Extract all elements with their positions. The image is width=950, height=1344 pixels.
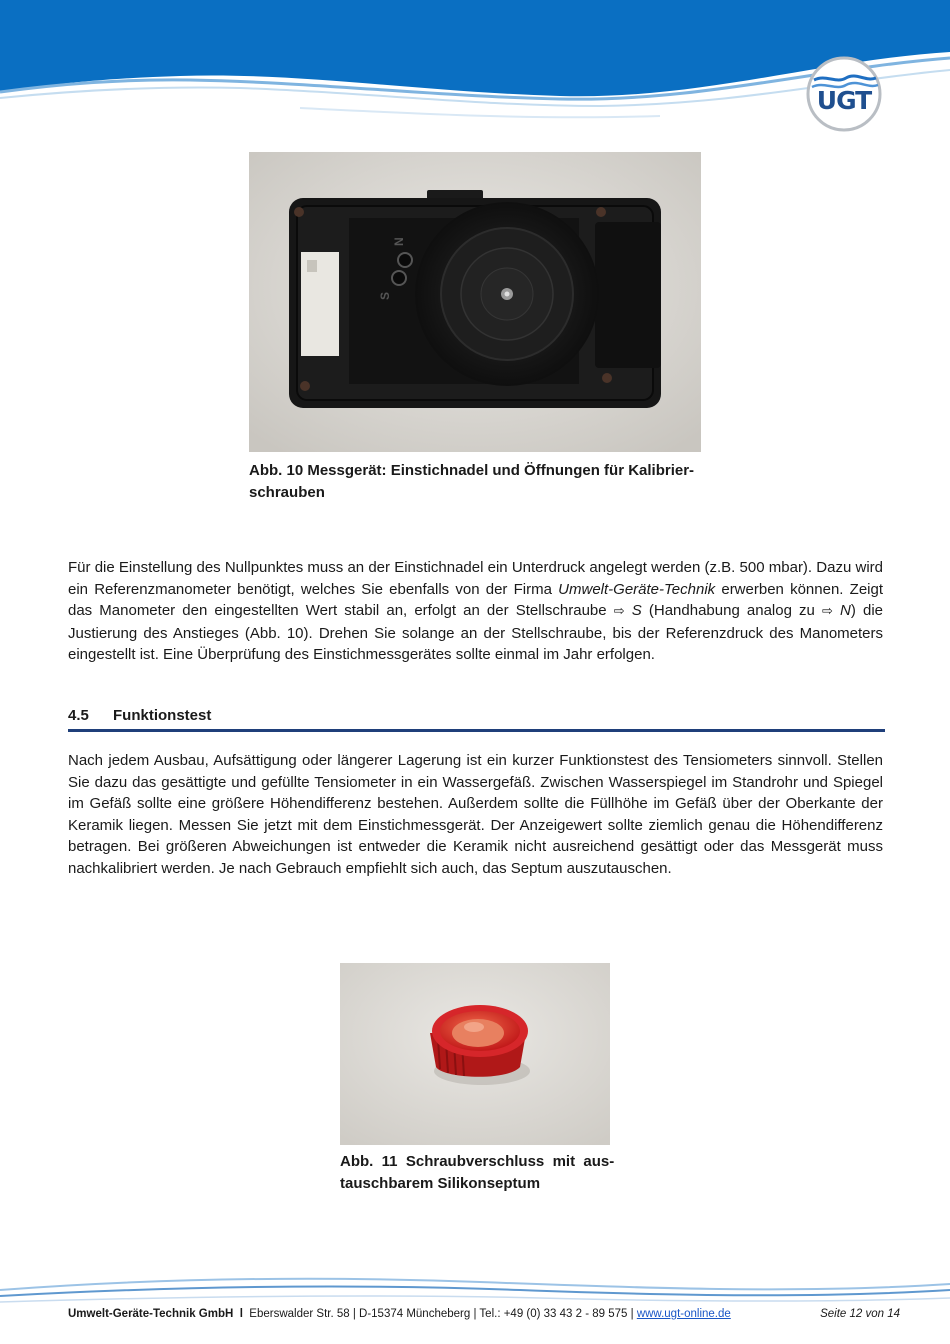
paragraph-1-part3: (Handhabung analog zu [641, 602, 823, 619]
figure-2-caption-line1: Abb. 11 Schraubverschluss mit aus- [340, 1153, 615, 1170]
logo-text: UGT [816, 86, 872, 115]
figure-1-caption-line1: Abb. 10 Messgerät: Einstichnadel und Öffnungen für Kalibrier- [249, 462, 695, 479]
ugt-logo [806, 56, 882, 132]
device-label-s: S [378, 291, 392, 300]
paragraph-1-part1: Für die Einstellung des Nullpunktes muss an der Einstichnadel ein Unterdruck angelegt werden (z.B. 500 mbar). Dazu wird ein Referenzmanometer benötigt, welches Sie ebenfalls von der Firma [68, 559, 883, 598]
company-name-italic: Umwelt-Geräte-Technik [558, 580, 716, 598]
device-label-n: N [392, 237, 406, 246]
footer-address: Eberswalder Str. 58 | D-15374 Müncheberg | Tel.: +49 (0) 33 43 2 - 89 575 | [249, 1308, 634, 1320]
footer-company: Umwelt-Geräte-Technik GmbH [68, 1308, 234, 1320]
page-number: Seite 12 von 14 [820, 1308, 900, 1320]
device-photo [249, 152, 701, 452]
section-title: Funktionstest [113, 707, 212, 724]
screw-n-italic: N [840, 602, 851, 619]
footer-separator: l [239, 1308, 243, 1320]
figure-1-caption [249, 460, 709, 504]
section-number: 4.5 [68, 707, 89, 724]
page-footer [68, 1308, 900, 1326]
paragraph-function-test: Nach jedem Ausbau, Aufsättigung oder längerer Lagerung ist ein kurzer Funktionstest des Tensiometers sinnvoll. Stellen Sie dazu das gesättigte und gefüllte Tensiometer in ein Wassergefäß. Zwischen Wasserspiegel im Standrohr und Spiegel im Gefäß sollte eine größere Höhendifferenz bestehen. Außerdem sollte die Füllhöhe im Gefäß über der Oberkante der Keramik liegen. Messen Sie jetzt mit dem Einstichmessgerät. Der Anzeigewert sollte ziemlich genau die Höhendifferenz betragen. Bei größeren Abweichungen ist entweder die Keramik nicht ausreichend gesättigt oder das Messgerät muss nachkalibriert werden. Je nach Gebrauch empfiehlt sich auch, das Septum auszutauschen. [68, 752, 883, 877]
figure-2-caption-line2: tauschbarem Silikonseptum [340, 1175, 541, 1192]
paragraph-calibration [68, 557, 883, 666]
figure-1-caption-line2: schrauben [249, 484, 325, 501]
footer-website-link[interactable]: www.ugt-online.de [636, 1308, 731, 1320]
paragraph-1-part4: ) die Justierung des Anstieges (Abb. 10). Drehen Sie solange an der Stellschraube, bis der Referenzdruck des Manometers eingestellt ist. Eine Überprüfung des Einstichmessgerätes sollte einmal im Jahr erfolgen. [68, 602, 884, 663]
screw-s-italic: S [631, 602, 642, 619]
paragraph-1-part2: erwerben können. Zeigt das Manometer den eingestellten Wert stabil an, erfolgt an der Stellschraube [68, 580, 883, 619]
screw-cap-photo [340, 963, 610, 1145]
arrow-icon: ⇨ [613, 604, 625, 619]
section-heading [68, 705, 885, 732]
footer-wave-lines [0, 1268, 950, 1308]
arrow-icon: ⇨ [822, 604, 833, 619]
figure-2-caption [340, 1151, 615, 1195]
